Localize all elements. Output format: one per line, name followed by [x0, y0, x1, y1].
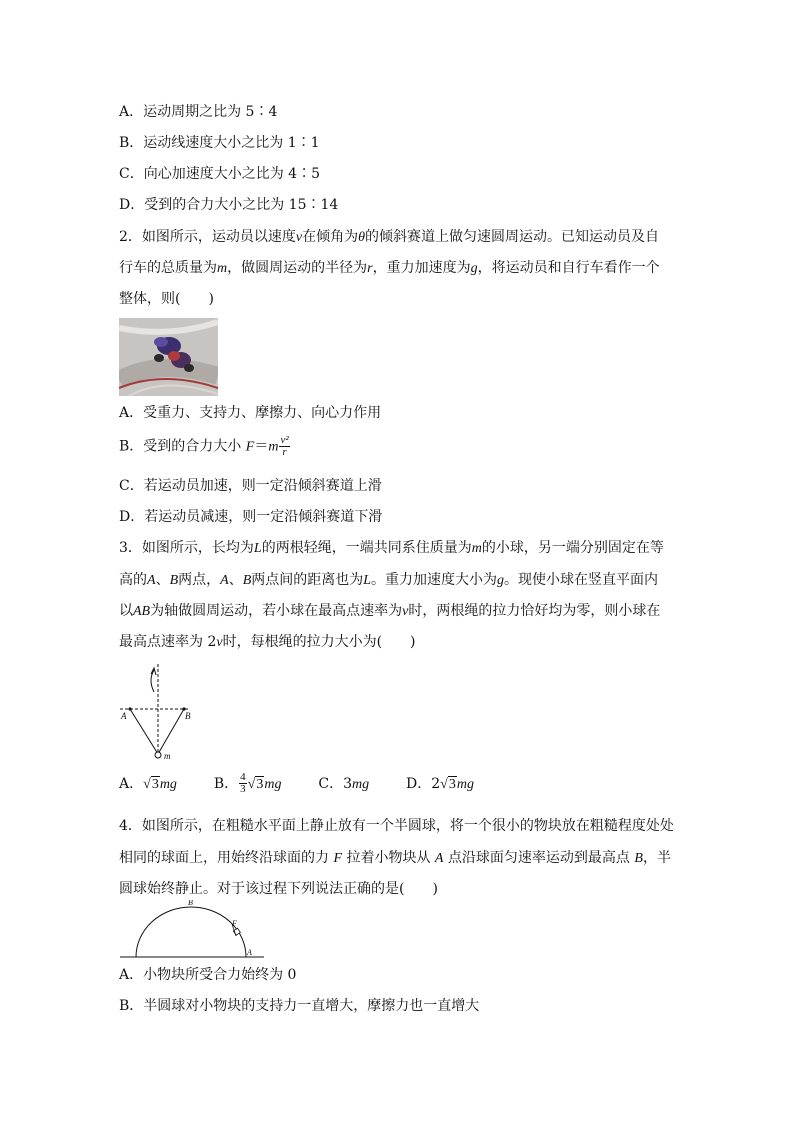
v2-over-r-fraction: $\frac{\text{v²}}{r}$ — [280, 434, 289, 458]
q4-stem-line1: 4．如图所示，在粗糙水平面上静止放有一个半圆球，将一个很小的物块放在粗糙程度处处 — [119, 818, 674, 834]
q4-fig-label-f: F — [232, 919, 237, 928]
q1-option-b: B．运动线速度大小之比为 1∶1 — [119, 135, 320, 151]
q2-option-d: D．若运动员减速，则一定沿倾斜赛道下滑 — [119, 509, 383, 525]
q2-stem-line3: 整体，则( ) — [119, 291, 214, 307]
q4-fig-label-a: A — [247, 948, 252, 957]
q4-option-b: B．半圆球对小物块的支持力一直增大，摩擦力也一直增大 — [119, 998, 480, 1014]
q3-stem-line4: 最高点速率为 2v时，每根绳的拉力大小为( ) — [119, 634, 416, 650]
four-thirds-fraction: $\frac{4}{3}$ — [240, 771, 246, 795]
q2-option-c: C．若运动员加速，则一定沿倾斜赛道上滑 — [119, 478, 382, 494]
q1-option-d: D．受到的合力大小之比为 15∶14 — [119, 197, 339, 213]
q3-fig-label-b: B — [185, 711, 191, 721]
q4-fig-label-b: B — [188, 900, 193, 907]
q3-fig-label-a: A — [121, 711, 127, 721]
q2-stem-line1: 2．如图所示，运动员以速度v在倾角为θ的倾斜赛道上做匀速圆周运动。已知运动员及自 — [119, 229, 660, 245]
q3-fig-label-m: m — [164, 751, 171, 761]
q2-stem-line2: 行车的总质量为m，做圆周运动的半径为r，重力加速度为g，将运动员和自行车看作一个 — [119, 260, 660, 276]
q3-stem-line2: 高的A、B两点，A、B两点间的距离也为L。重力加速度大小为g。现使小球在竖直平面内 — [119, 572, 659, 588]
q3-option-d: D．2√3mg — [406, 775, 474, 792]
q3-option-a: A．√3mg — [119, 775, 177, 792]
q2-option-a: A．受重力、支持力、摩擦力、向心力作用 — [119, 405, 382, 421]
q4-hemisphere-diagram — [118, 900, 268, 962]
q4-option-a: A．小物块所受合力始终为 0 — [119, 967, 297, 983]
q4-stem-line2: 相同的球面上，用始终沿球面的力 F 拉着小物块从 A 点沿球面匀速率运动到最高点 B，半 — [119, 850, 671, 866]
q3-option-b: B． $\frac{4}{3}$ √3mg — [213, 771, 282, 795]
q3-stem-line1: 3．如图所示，长均为L的两根轻绳，一端共同系住质量为m的小球，另一端分别固定在等 — [119, 540, 664, 556]
cyclists-photo — [119, 318, 218, 396]
q3-option-c: C．3mg — [318, 775, 370, 792]
q3-stem-line3: 以AB为轴做圆周运动，若小球在最高点速率为v时，两根绳的拉力恰好均为零，则小球在 — [119, 603, 661, 619]
q4-stem-line3: 圆球始终静止。对于该过程下列说法正确的是( ) — [119, 881, 438, 897]
q3-options — [119, 772, 474, 795]
q2-option-b: B．受到的合力大小 F＝m $\frac{\text{v²}}{r}$ — [119, 434, 289, 458]
q3-rope-diagram — [118, 662, 198, 764]
q1-option-a: A．运动周期之比为 5∶4 — [119, 104, 278, 120]
q1-option-c: C．向心加速度大小之比为 4∶5 — [119, 166, 320, 182]
